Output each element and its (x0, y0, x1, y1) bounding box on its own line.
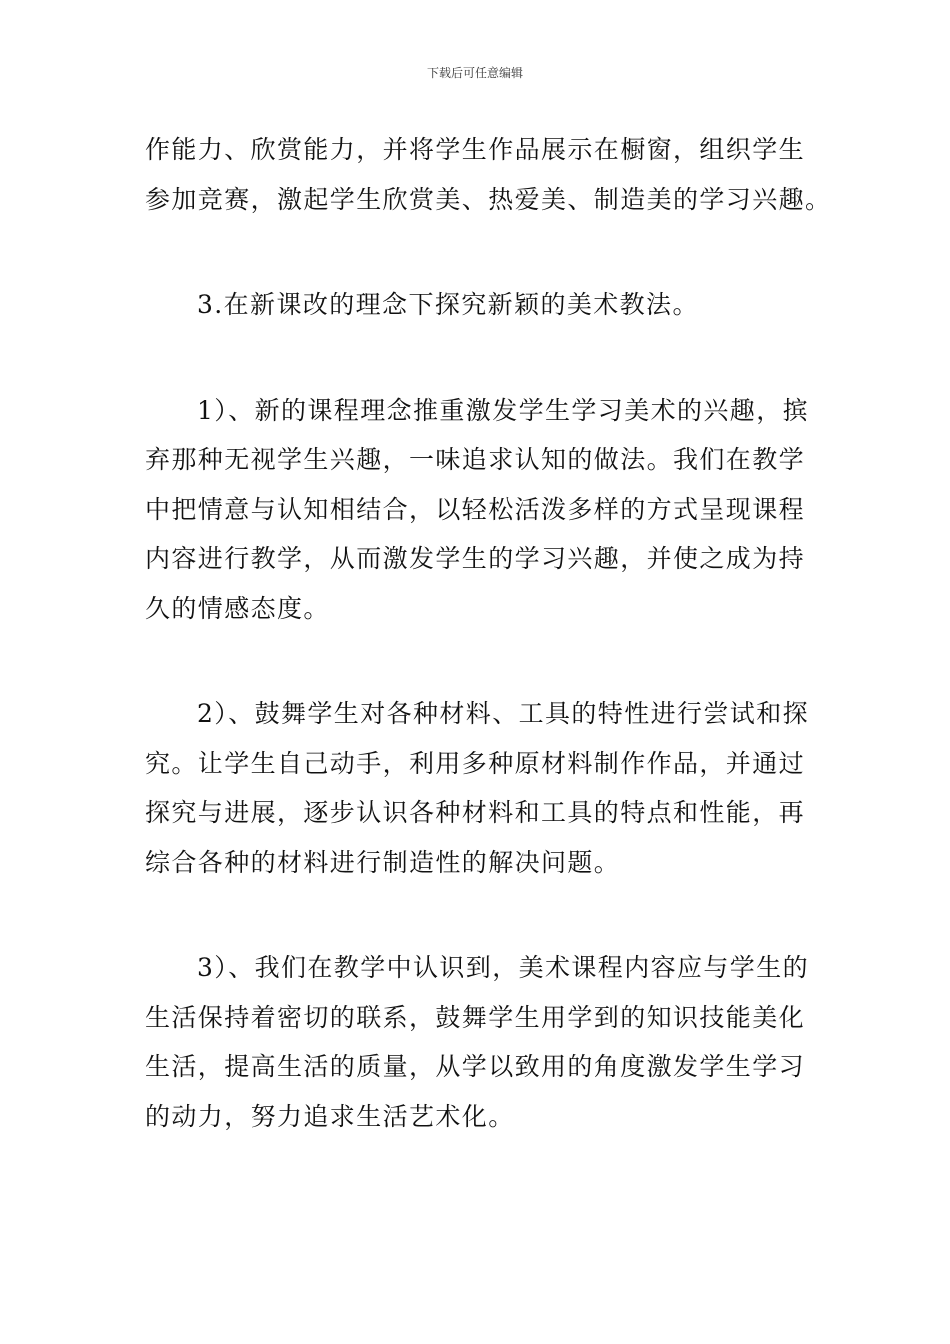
text-line: 究。让学生自己动手，利用多种原材料制作作品，并通过 (145, 748, 806, 778)
text-line: 久的情感态度。 (145, 593, 330, 623)
paragraph-item-2 (145, 689, 810, 887)
text-line: 作能力、欣赏能力，并将学生作品展示在橱窗，组织学生 (145, 135, 806, 164)
text-line: 的动力，努力追求生活艺术化。 (145, 1101, 515, 1131)
section-heading-3 (145, 280, 810, 330)
text-line: 生活保持着密切的联系，鼓舞学生用学到的知识技能美化 (145, 1002, 806, 1032)
paragraph-item-3 (145, 943, 810, 1141)
text-line: 参加竞赛，激起学生欣赏美、热爱美、制造美的学习兴趣。 (145, 184, 832, 214)
text-line: 中把情意与认知相结合，以轻松活泼多样的方式呈现课程 (145, 494, 806, 524)
text-line: 1）、新的课程理念推重激发学生学习美术的兴趣，摈 (197, 395, 810, 425)
text-line: 综合各种的材料进行制造性的解决问题。 (145, 847, 621, 877)
paragraph-continuation (145, 125, 832, 224)
document-body (145, 125, 832, 1197)
text-line: 2）、鼓舞学生对各种材料、工具的特性进行尝试和探 (197, 699, 810, 728)
page-header: 下载后可任意编辑 (426, 66, 523, 80)
text-line: 内容进行教学，从而激发学生的学习兴趣，并使之成为持 (145, 544, 806, 573)
text-line: 3）、我们在教学中认识到，美术课程内容应与学生的 (197, 953, 810, 982)
text-line: 3.在新课改的理念下探究新颖的美术教法。 (197, 290, 699, 319)
paragraph-item-1 (145, 386, 810, 634)
text-line: 生活，提高生活的质量，从学以致用的角度激发学生学习 (145, 1052, 806, 1081)
text-line: 探究与进展，逐步认识各种材料和工具的特点和性能，再 (145, 798, 806, 827)
text-line: 弃那种无视学生兴趣，一味追求认知的做法。我们在教学 (145, 445, 806, 474)
